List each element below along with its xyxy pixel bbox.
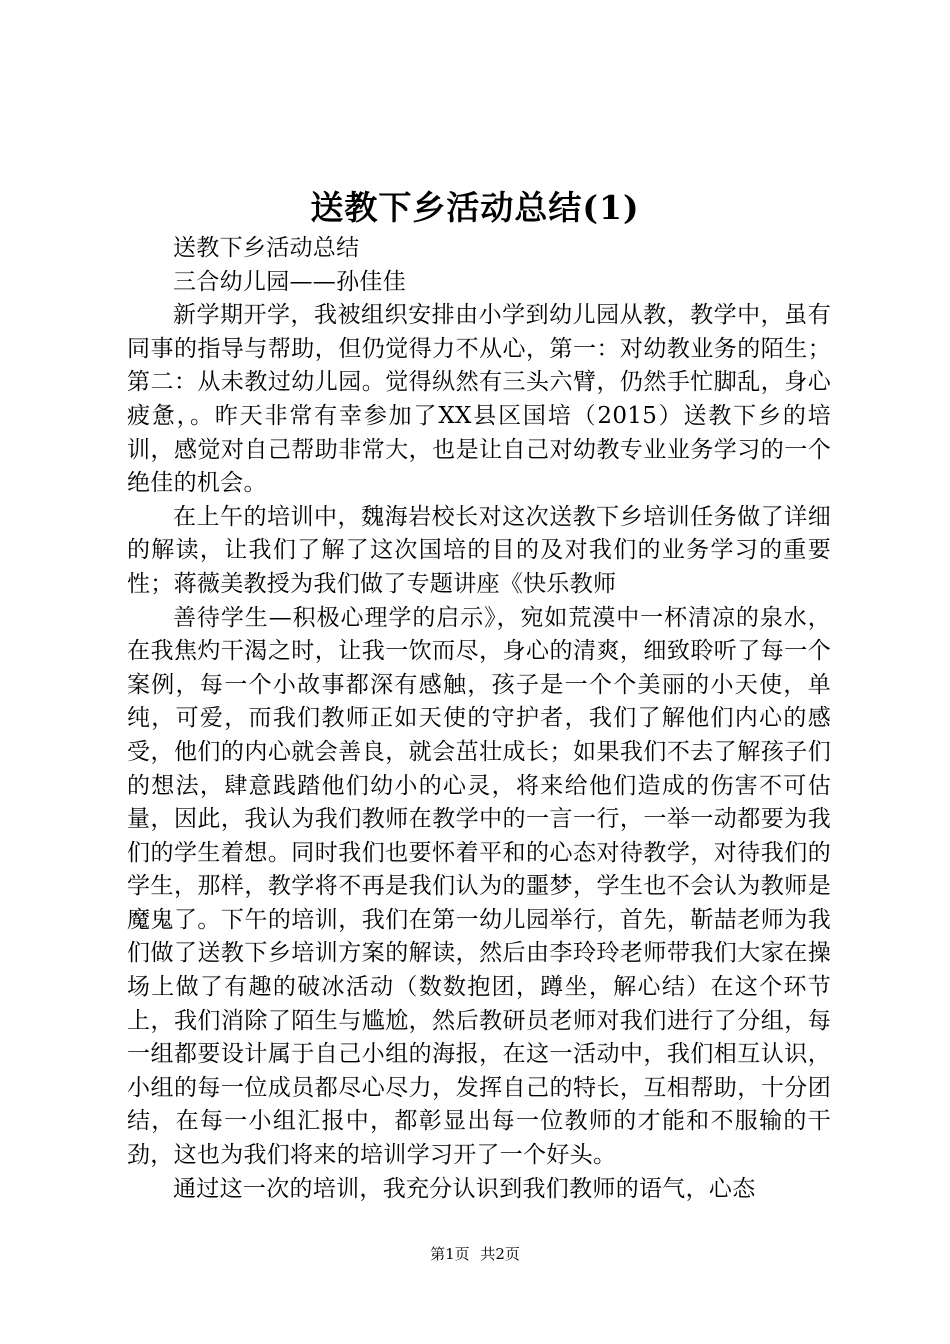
document-title: 送教下乡活动总结(1) <box>310 188 640 227</box>
page-number-current: 第1页 <box>430 1245 470 1263</box>
paragraph-intro: 新学期开学，我被组织安排由小学到幼儿园从教，教学中，虽有同事的指导与帮助，但仍觉得力不从心，第一：对幼教业务的陌生；第二：从未教过幼儿园。觉得纵然有三头六臂，仍然手忙脚乱，身心疲惫，。昨天非常有幸参加了XX县区国培（2015）送教下乡的培训，感觉对自己帮助非常大，也是让自己对幼教专业业务学习的一个绝佳的机会。 <box>127 302 831 497</box>
paragraph-morning-training: 在上午的培训中，魏海岩校长对这次送教下乡培训任务做了详细的解读，让我们了解了这次国培的目的及对我们的业务学习的重要性；蒋薇美教授为我们做了专题讲座《快乐教师 <box>127 503 831 597</box>
paragraph-subtitle: 送教下乡活动总结 <box>173 235 360 261</box>
document-body <box>127 232 831 1206</box>
paragraph-conclusion: 通过这一次的培训，我充分认识到我们教师的语气，心态 <box>173 1175 756 1202</box>
page-number-total: 共2页 <box>480 1245 520 1263</box>
paragraph-author: 三合幼儿园——孙佳佳 <box>173 268 406 295</box>
page-footer <box>0 1244 950 1264</box>
paragraph-lecture: 善待学生—积极心理学的启示》，宛如荒漠中一杯清凉的泉水，在我焦灼干渴之时，让我一饮而尽，身心的清爽，细致聆听了每一个案例，每一个小故事都深有感触，孩子是一个个美丽的小天使，单纯，可爱，而我们教师正如天使的守护者，我们了解他们内心的感受，他们的内心就会善良，就会茁壮成长；如果我们不去了解孩子们的想法，肆意践踏他们幼小的心灵，将来给他们造成的伤害不可估量，因此，我认为我们教师在教学中的一言一行，一举一动都要为我们的学生着想。同时我们也要怀着平和的心态对待教学，对待我们的学生，那样，教学将不再是我们认为的噩梦，学生也不会认为教师是魔鬼了。下午的培训，我们在第一幼儿园举行，首先，靳喆老师为我们做了送教下乡培训方案的解读，然后由李玲玲老师带我们大家在操场上做了有趣的破冰活动（数数抱团，蹲坐，解心结）在这个环节上，我们消除了陌生与尴尬，然后教研员老师对我们进行了分组，每一组都要设计属于自己小组的海报，在这一活动中，我们相互认识，小组的每一位成员都尽心尽力，发挥自己的特长，互相帮助，十分团结，在每一小组汇报中，都彰显出每一位教师的才能和不服输的干劲，这也为我们将来的培训学习开了一个好头。 <box>127 604 831 1169</box>
